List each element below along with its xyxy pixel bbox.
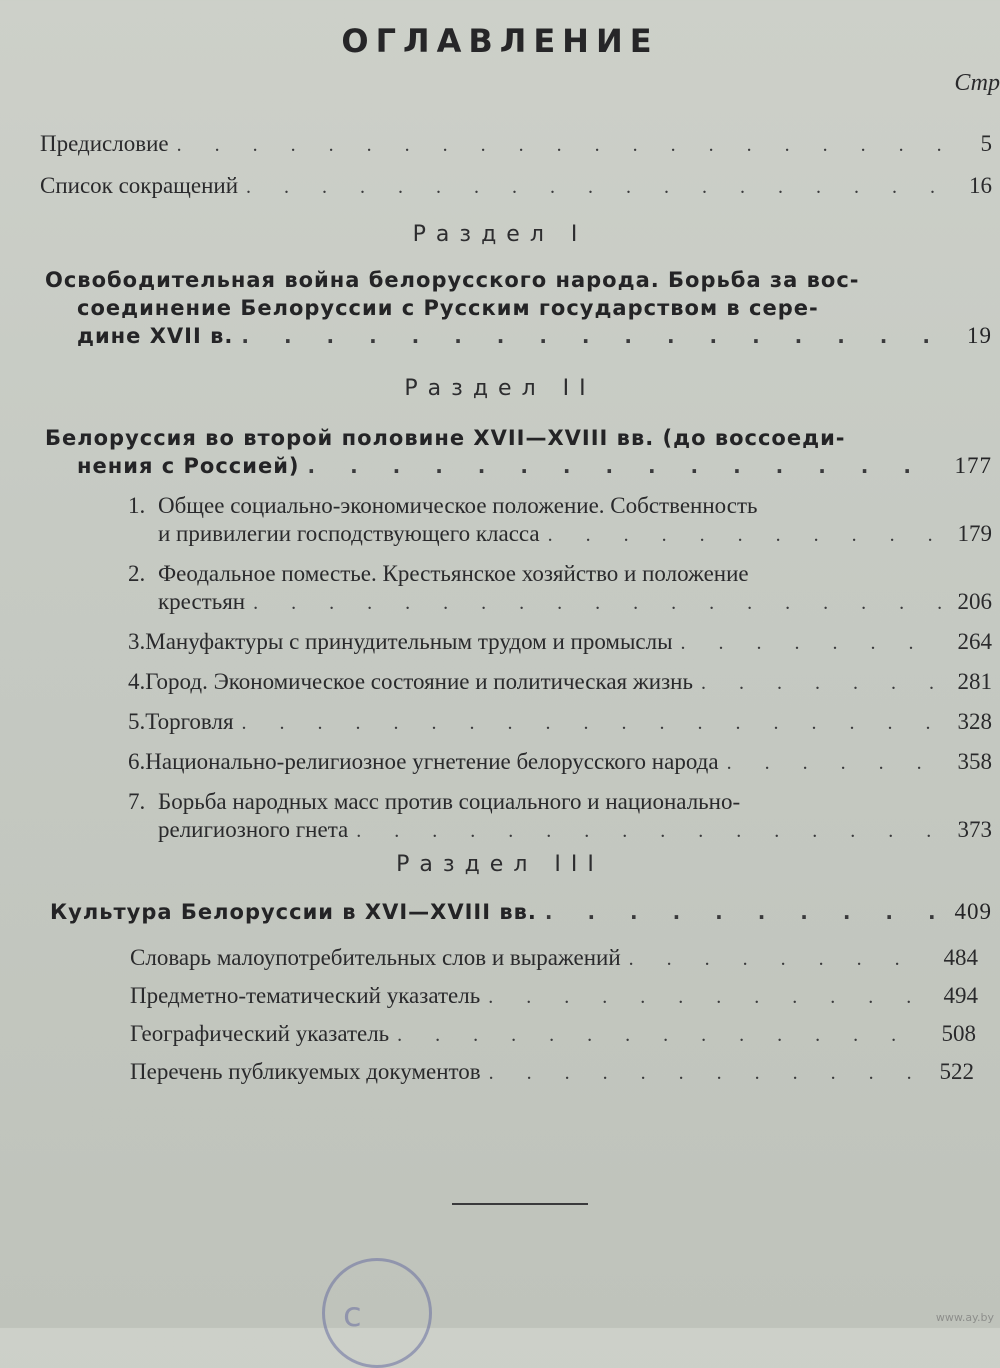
stamp-mark-icon: с — [343, 1295, 362, 1335]
toc-item-2-3: 3. Мануфактуры с принудительным трудом и промыслы . . . 264 — [128, 628, 992, 657]
toc-appendix-documents-list: Перечень публикуемых документов . . . 522 — [130, 1058, 974, 1087]
toc-appendix-glossary: Словарь малоупотребительных слов и выражений . . . 484 — [130, 944, 978, 973]
page-number: 281 — [957, 669, 992, 694]
page-number: 328 — [957, 709, 992, 734]
page-number: 206 — [957, 589, 992, 614]
page-number: 494 — [943, 983, 978, 1008]
page-number: 358 — [957, 749, 992, 774]
toc-item-2-5: 5. Торговля . . . 328 — [128, 708, 992, 737]
toc-item-2-7: 7. Борьба народных масс против социального и национально- религиозного гнета . . . 373 — [128, 788, 992, 845]
page-number: 409 — [954, 899, 992, 924]
section-label-3: Раздел III — [396, 852, 604, 877]
toc-entry-abbreviations: Список сокращений . . . 16 — [40, 172, 992, 201]
page-title: ОГЛАВЛЕНИЕ — [341, 22, 659, 60]
toc-item-2-4: 4. Город. Экономическое состояние и политическая жизнь . . . 281 — [128, 668, 992, 697]
closing-rule — [452, 1203, 588, 1205]
toc-entry-preface: Предисловие . . . 5 — [40, 130, 992, 159]
page-number: 373 — [957, 817, 992, 842]
page-number: 522 — [939, 1059, 974, 1084]
page-column-label: Стр — [954, 70, 1000, 96]
toc-item-2-1: 1. Общее социально-экономическое положение. Собственность и привилегии господствующего класса . . . 179 — [128, 492, 992, 549]
page-number: 179 — [957, 521, 992, 546]
toc-appendix-subject-index: Предметно-тематический указатель . . . 494 — [130, 982, 978, 1011]
page-number: 16 — [969, 173, 992, 198]
page-number: 508 — [941, 1021, 976, 1046]
watermark: www.ay.by — [935, 1311, 994, 1324]
section-label-1: Раздел I — [412, 222, 588, 247]
page-number: 5 — [980, 131, 992, 156]
toc-entry-section-1: Освободительная война белорусского народа. Борьба за вос- соединение Белоруссии с Русским государством в сере- дине XVII в. . . . 19 — [45, 266, 992, 350]
library-stamp — [322, 1258, 432, 1368]
toc-entry-section-2: Белоруссия во второй половине XVII—XVIII вв. (до воссоеди- нения с Россией) . . . 177 — [45, 424, 992, 480]
toc-item-2-6: 6. Национально-религиозное угнетение белорусского народа . . . 358 — [128, 748, 992, 777]
section-label-2: Раздел II — [404, 376, 596, 401]
page-number: 264 — [957, 629, 992, 654]
toc-entry-section-3: Культура Белоруссии в XVI—XVIII вв. . . . 409 — [50, 898, 992, 926]
toc-item-2-2: 2. Феодальное поместье. Крестьянское хозяйство и положение крестьян . . . 206 — [128, 560, 992, 617]
page-number: 484 — [943, 945, 978, 970]
page-number: 19 — [967, 323, 992, 348]
page-number: 177 — [954, 453, 992, 478]
toc-appendix-geo-index: Географический указатель . . . 508 — [130, 1020, 976, 1049]
